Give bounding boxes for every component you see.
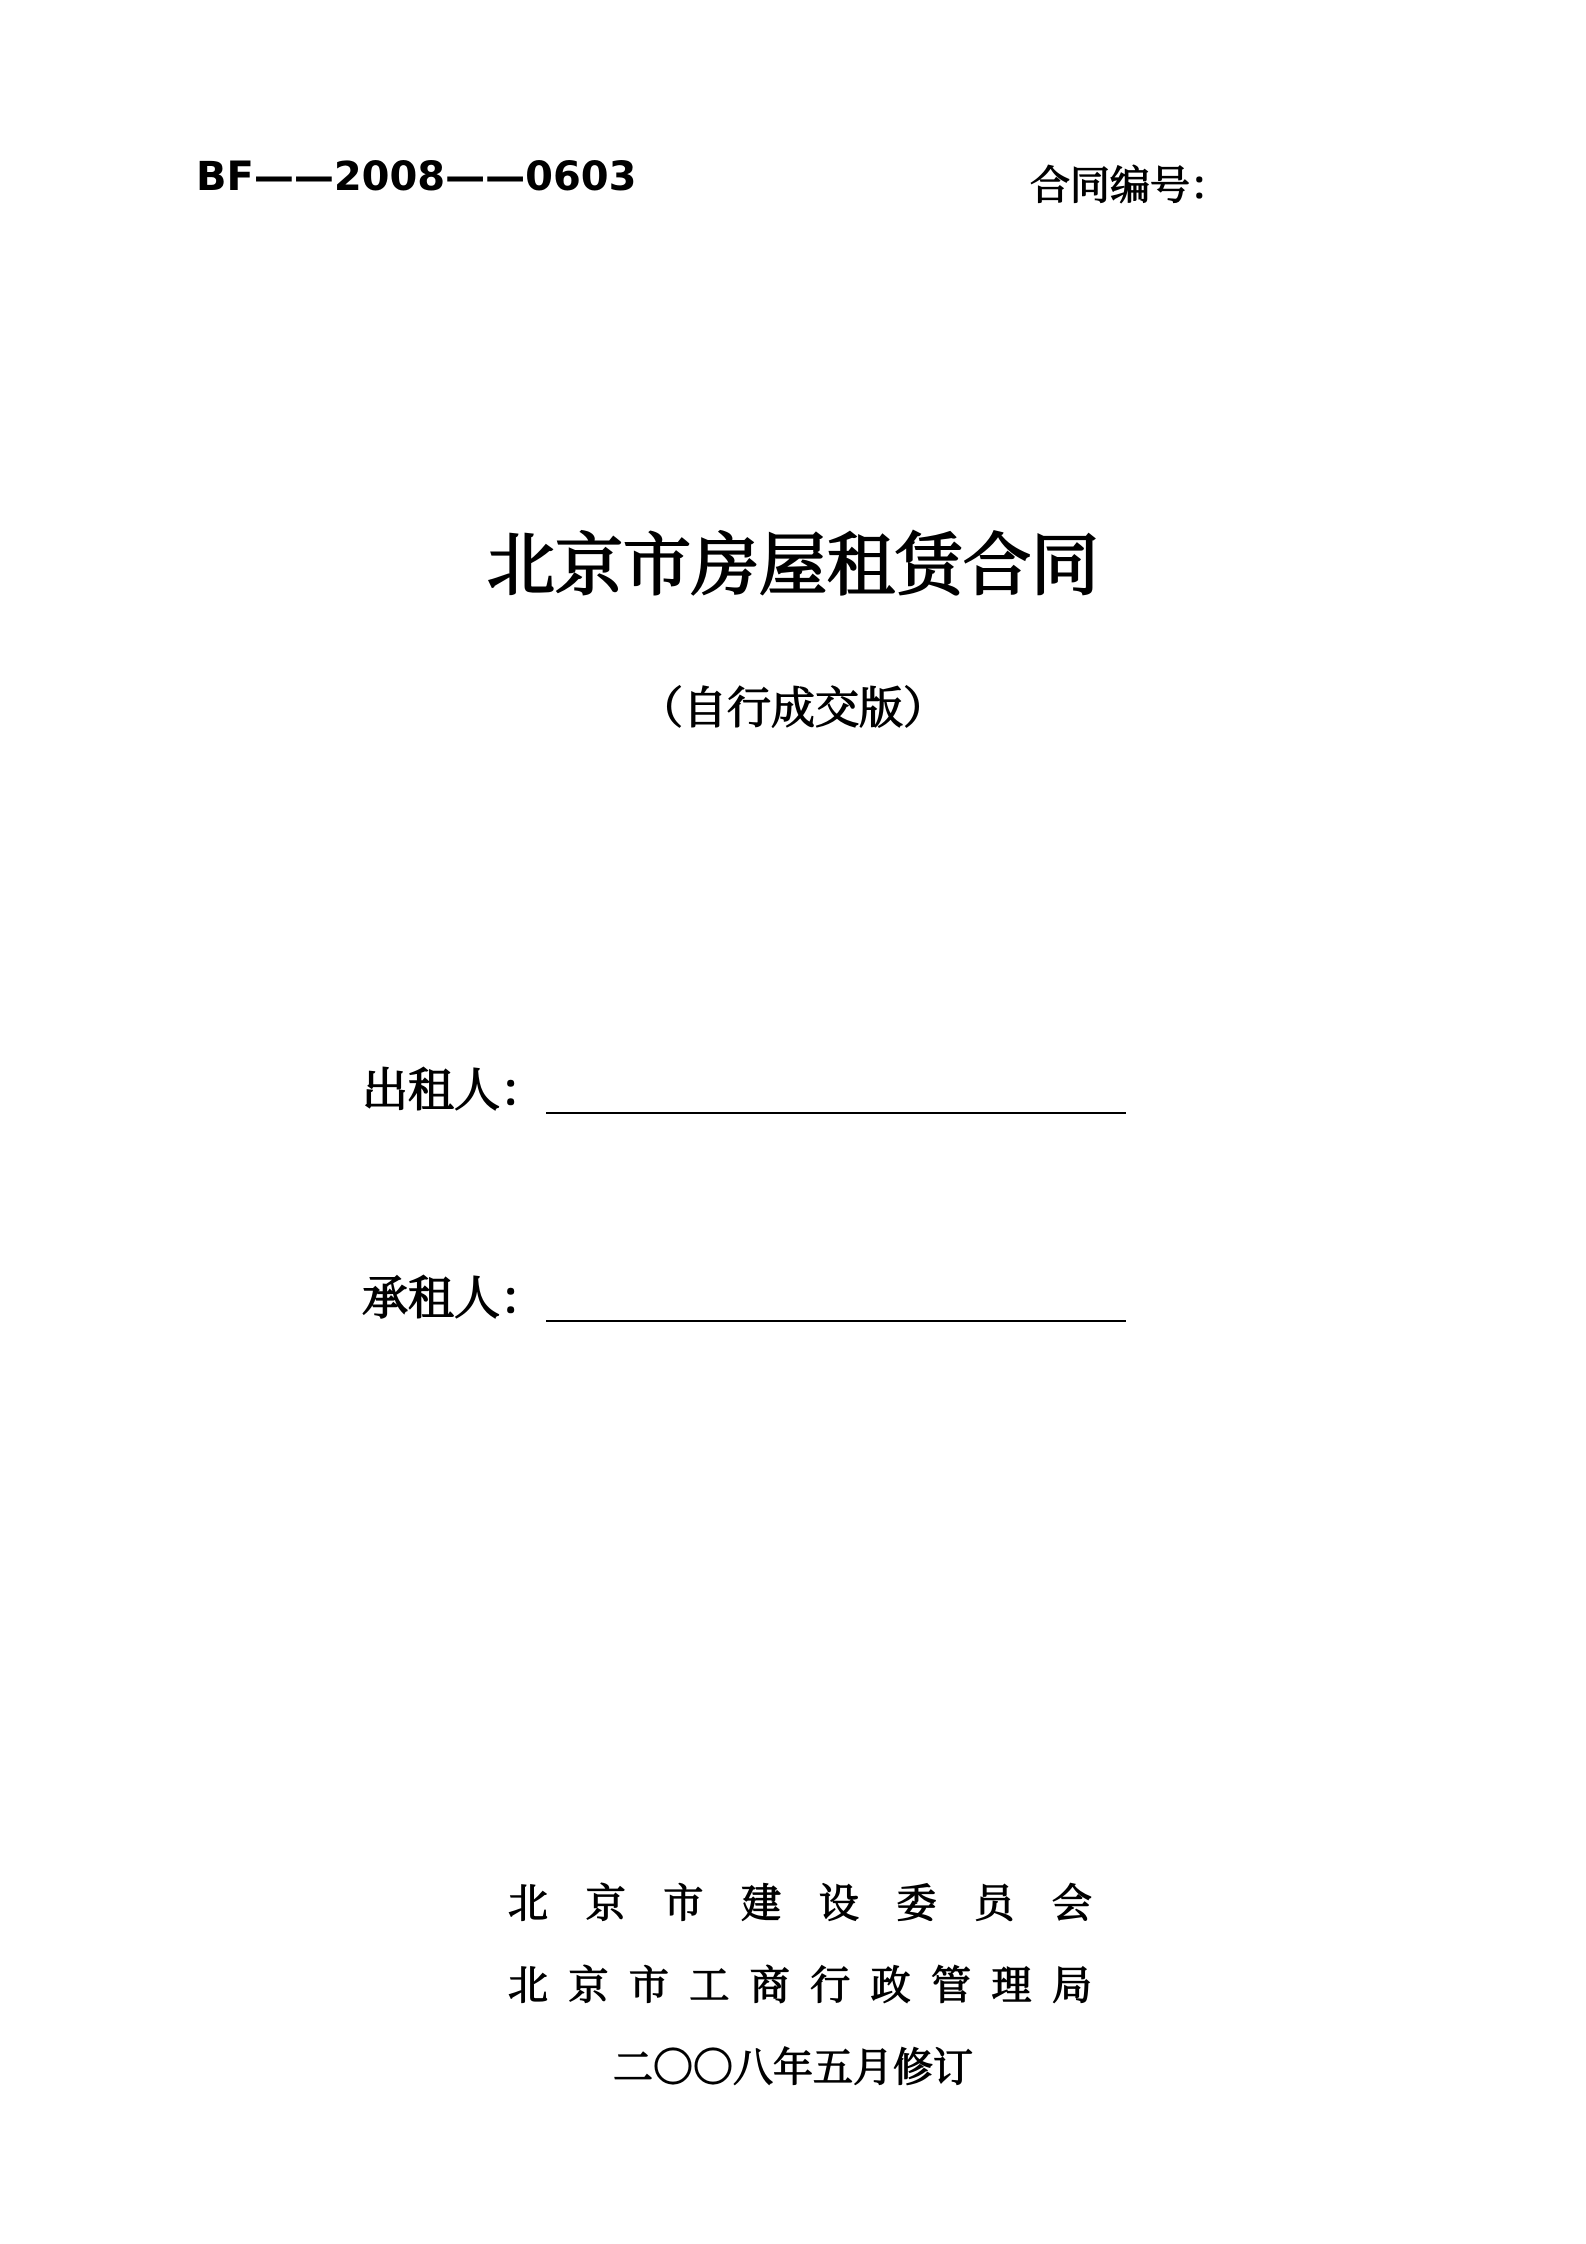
lessee-row bbox=[362, 1262, 1126, 1332]
lessee-label: 承租人： bbox=[362, 1271, 546, 1325]
lessee-blank-line[interactable] bbox=[546, 1320, 1126, 1322]
lessor-label: 出租人： bbox=[362, 1063, 546, 1117]
issuer-char: 设 bbox=[818, 1881, 859, 1927]
issuer-char: 工 bbox=[689, 1963, 730, 2009]
issuer-char: 市 bbox=[628, 1963, 669, 2009]
issuer-char: 京 bbox=[585, 1881, 626, 1927]
issuer-construction-commission bbox=[508, 1872, 1092, 1929]
document-code: BF——2008——0603 bbox=[196, 154, 637, 200]
issuer-char: 会 bbox=[1051, 1881, 1092, 1927]
issuer-char: 北 bbox=[508, 1881, 548, 1927]
lessor-blank-line[interactable] bbox=[546, 1112, 1126, 1114]
issuer-char: 京 bbox=[568, 1963, 609, 2009]
document-title: 北京市房屋租赁合同 bbox=[486, 527, 1099, 606]
issuer-char: 员 bbox=[974, 1881, 1015, 1927]
issuer-char: 局 bbox=[1051, 1963, 1092, 2009]
issuer-industry-commerce-bureau bbox=[508, 1954, 1092, 2011]
contract-number-label: 合同编号： bbox=[1030, 163, 1230, 209]
issuer-char: 管 bbox=[931, 1963, 972, 2009]
issuer-char: 行 bbox=[810, 1963, 851, 2009]
issuer-char: 委 bbox=[896, 1881, 937, 1927]
issuer-char: 商 bbox=[749, 1963, 790, 2009]
revision-date: 二〇〇八年五月修订 bbox=[613, 2045, 973, 2091]
issuer-char: 北 bbox=[508, 1963, 548, 2009]
issuer-char: 市 bbox=[663, 1881, 704, 1927]
issuer-char: 政 bbox=[870, 1963, 911, 2009]
document-subtitle: （自行成交版） bbox=[639, 683, 947, 734]
issuer-char: 理 bbox=[991, 1963, 1032, 2009]
lessor-row bbox=[362, 1054, 1126, 1124]
issuer-char: 建 bbox=[741, 1881, 782, 1927]
